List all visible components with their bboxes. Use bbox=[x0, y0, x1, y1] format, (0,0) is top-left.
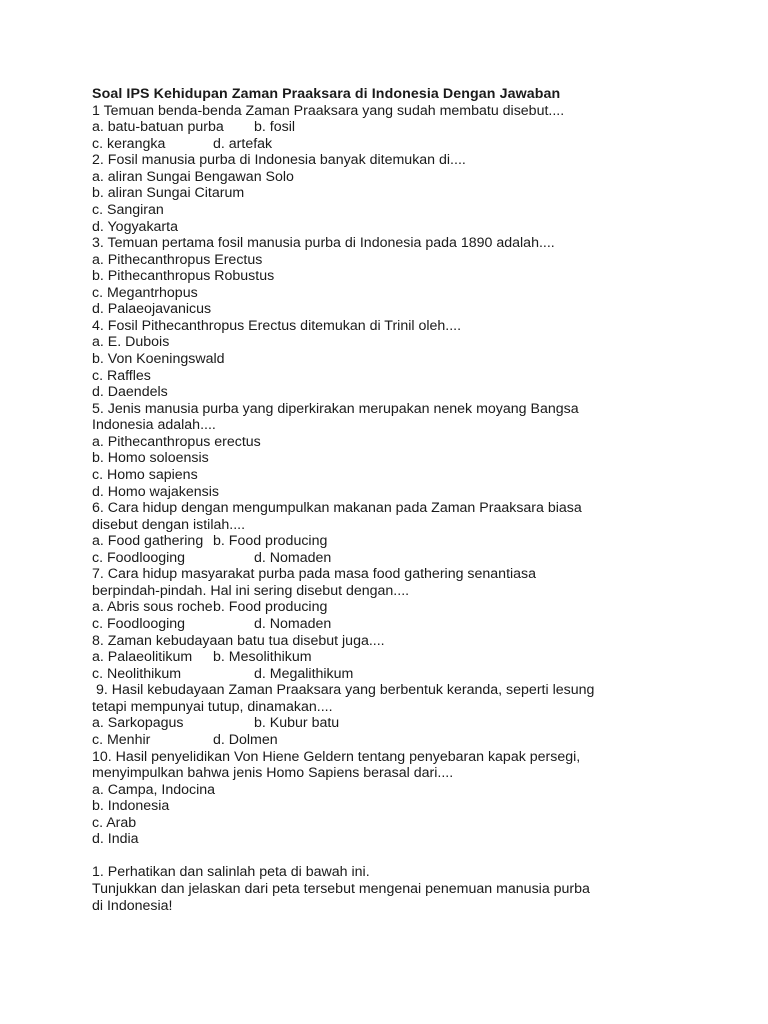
question-2: 2. Fosil manusia purba di Indonesia banyak ditemukan di.... bbox=[92, 152, 466, 169]
question-10: 10. Hasil penyelidikan Von Hiene Geldern tentang penyebaran kapak persegi, bbox=[92, 748, 581, 765]
options-row bbox=[92, 649, 732, 666]
question-1: 1 Temuan benda-benda Zaman Praaksara yang sudah membatu disebut.... bbox=[92, 102, 565, 119]
question-7: 7. Cara hidup masyarakat purba pada masa food gathering senantiasa bbox=[92, 566, 537, 583]
question-9-cont: tetapi mempunyai tutup, dinamakan.... bbox=[92, 698, 333, 715]
question-9: 9. Hasil kebudayaan Zaman Praaksara yang berbentuk keranda, seperti lesung bbox=[92, 682, 595, 699]
question-7-cont: berpindah-pindah. Hal ini sering disebut dengan.... bbox=[92, 582, 410, 599]
option-c: c. Megantrhopus bbox=[92, 284, 198, 301]
option-a: a. Pithecanthropus erectus bbox=[92, 433, 261, 450]
option-a: a. batu-batuan purba bbox=[92, 119, 224, 136]
option-d: d. Daendels bbox=[92, 384, 168, 401]
question-3: 3. Temuan pertama fosil manusia purba di Indonesia pada 1890 adalah.... bbox=[92, 235, 555, 252]
question-10-cont: menyimpulkan bahwa jenis Homo Sapiens berasal dari.... bbox=[92, 765, 454, 782]
option-b: b. Indonesia bbox=[92, 798, 170, 815]
options-row bbox=[92, 715, 732, 732]
option-d: d. artefak bbox=[213, 135, 273, 152]
option-a: a. Abris sous roche bbox=[92, 599, 213, 616]
option-a: a. Sarkopagus bbox=[92, 715, 184, 732]
document-title: Soal IPS Kehidupan Zaman Praaksara di Indonesia Dengan Jawaban bbox=[92, 86, 561, 102]
option-a: a. E. Dubois bbox=[92, 334, 170, 351]
options-row bbox=[92, 599, 732, 616]
options-row bbox=[92, 666, 732, 683]
option-d: d. Nomaden bbox=[254, 549, 332, 566]
options-row bbox=[92, 616, 732, 633]
option-d: d. Homo wajakensis bbox=[92, 483, 219, 500]
question-6-cont: disebut dengan istilah.... bbox=[92, 516, 246, 533]
option-b: b. Homo soloensis bbox=[92, 450, 209, 467]
option-d: d. Nomaden bbox=[254, 616, 332, 632]
option-a: a. aliran Sungai Bengawan Solo bbox=[92, 168, 294, 185]
option-b: b. Pithecanthropus Robustus bbox=[92, 268, 275, 285]
option-a: a. Campa, Indocina bbox=[92, 781, 216, 798]
options-row bbox=[92, 732, 732, 749]
option-c: c. Foodlooging bbox=[92, 549, 186, 566]
question-5-cont: Indonesia adalah.... bbox=[92, 417, 216, 434]
option-d: d. India bbox=[92, 831, 139, 848]
option-c: c. Raffles bbox=[92, 367, 151, 384]
options-row bbox=[92, 119, 732, 136]
option-c: c. kerangka bbox=[92, 135, 166, 152]
option-b: b. Von Koeningswald bbox=[92, 351, 225, 367]
essay-question-1: 1. Perhatikan dan salinlah peta di bawah ini. bbox=[92, 864, 370, 881]
question-5: 5. Jenis manusia purba yang diperkirakan merupakan nenek moyang Bangsa bbox=[92, 400, 579, 417]
document-page bbox=[92, 86, 732, 914]
option-b: b. Food producing bbox=[213, 599, 328, 616]
option-a: a. Food gathering bbox=[92, 533, 204, 550]
option-b: b. aliran Sungai Citarum bbox=[92, 185, 245, 202]
option-b: b. fosil bbox=[254, 119, 296, 136]
question-6: 6. Cara hidup dengan mengumpulkan makanan pada Zaman Praaksara biasa bbox=[92, 500, 582, 517]
option-c: c. Foodlooging bbox=[92, 616, 186, 632]
option-d: d. Megalithikum bbox=[254, 665, 354, 682]
option-c: c. Menhir bbox=[92, 731, 151, 748]
option-a: a. Palaeolitikum bbox=[92, 649, 193, 666]
option-b: b. Kubur batu bbox=[254, 715, 340, 732]
option-c: c. Arab bbox=[92, 814, 137, 831]
option-b: b. Mesolithikum bbox=[213, 649, 312, 666]
options-row bbox=[92, 136, 732, 153]
option-c: c. Sangiran bbox=[92, 201, 164, 218]
option-c: c. Homo sapiens bbox=[92, 466, 198, 483]
option-b: b. Food producing bbox=[213, 533, 328, 550]
essay-instruction-cont: di Indonesia! bbox=[92, 897, 173, 914]
blank-line bbox=[92, 848, 732, 865]
option-d: d. Palaeojavanicus bbox=[92, 301, 212, 318]
option-d: d. Yogyakarta bbox=[92, 218, 178, 235]
options-row bbox=[92, 533, 732, 550]
question-4: 4. Fosil Pithecanthropus Erectus ditemukan di Trinil oleh.... bbox=[92, 317, 462, 334]
question-8: 8. Zaman kebudayaan batu tua disebut juga.... bbox=[92, 632, 385, 649]
option-d: d. Dolmen bbox=[213, 731, 278, 748]
option-c: c. Neolithikum bbox=[92, 665, 182, 682]
options-row bbox=[92, 550, 732, 567]
essay-instruction: Tunjukkan dan jelaskan dari peta tersebut mengenai penemuan manusia purba bbox=[92, 881, 590, 897]
option-a: a. Pithecanthropus Erectus bbox=[92, 251, 263, 268]
